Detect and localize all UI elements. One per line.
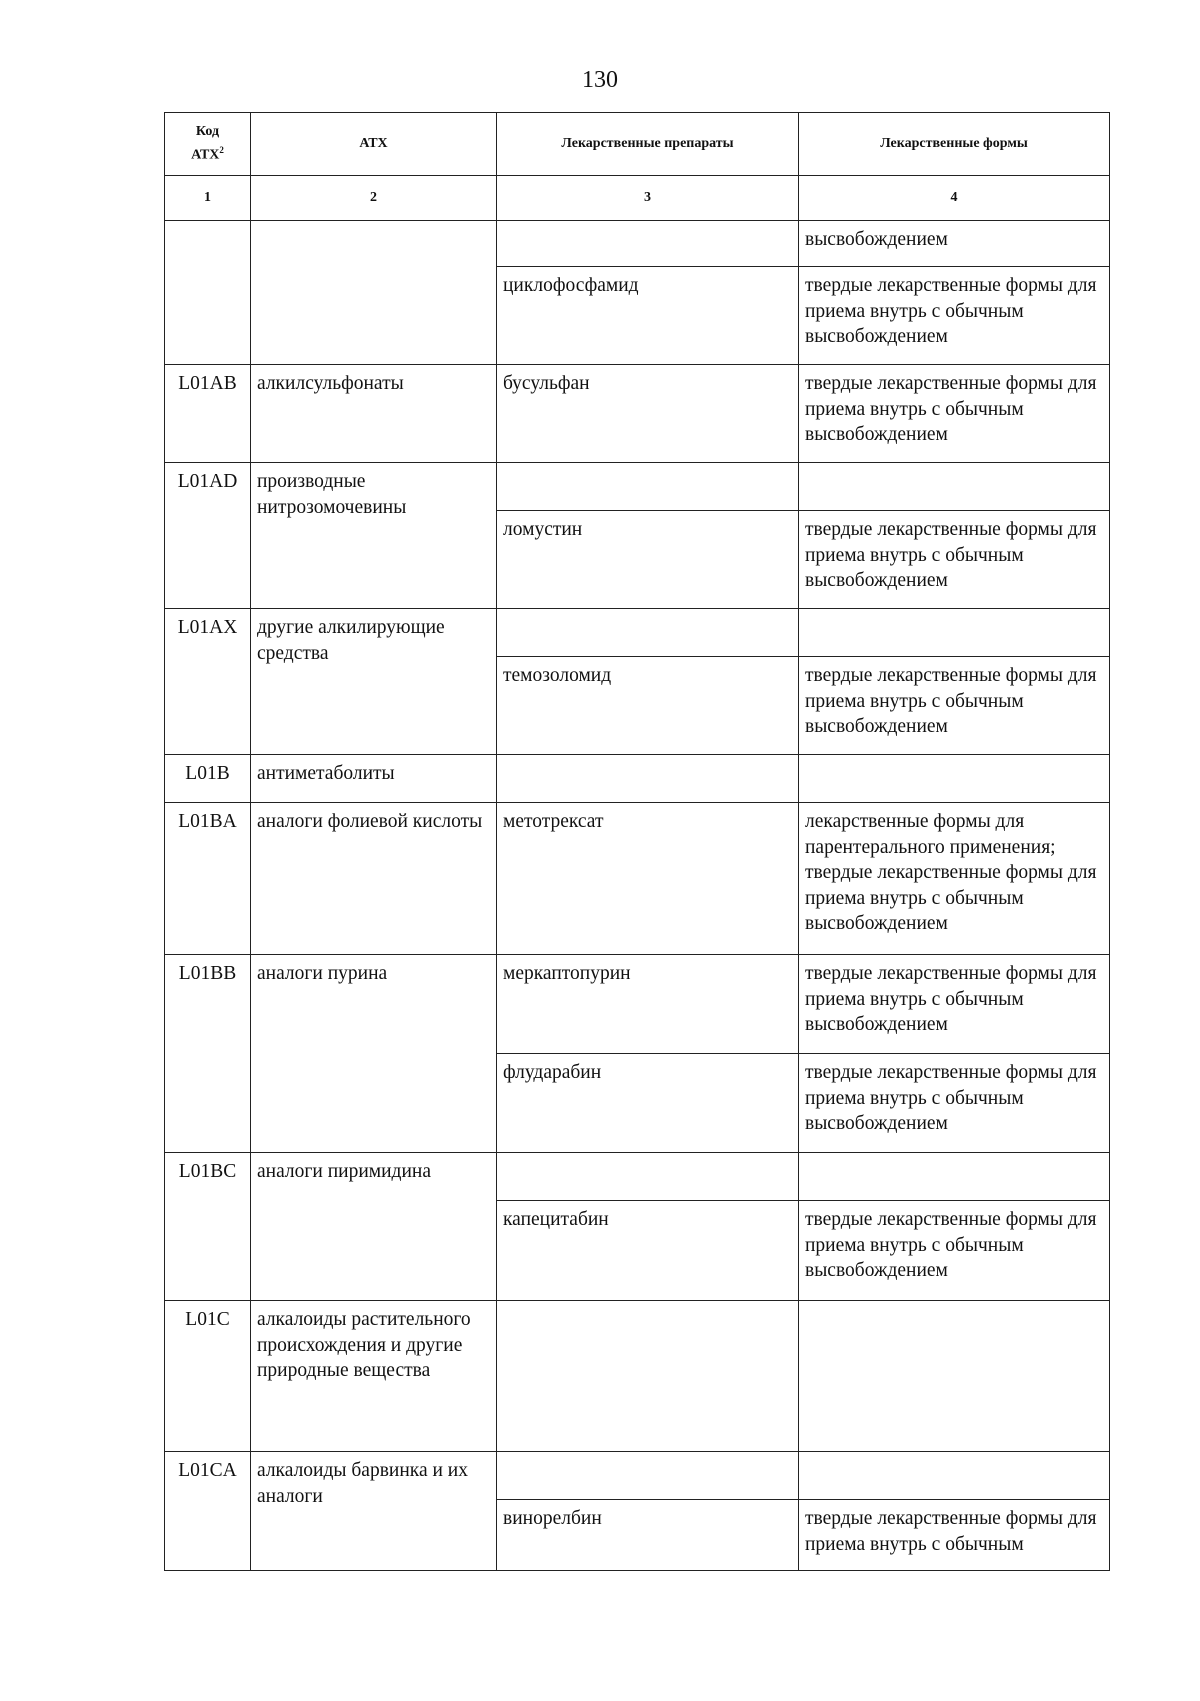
drug-cell: циклофосфамид [497,267,799,365]
drug-cell [497,463,799,511]
atx-name-cell: аналоги пурина [251,955,497,1153]
page-number: 130 [582,67,618,93]
atx-name-cell: аналоги пиримидина [251,1153,497,1301]
column-number: 1 [165,176,251,221]
atx-code-cell [165,221,251,365]
drug-cell: флударабин [497,1054,799,1153]
table-row [165,463,1110,511]
dosage-form-cell [799,755,1110,803]
dosage-form-cell: твердые лекарственные формы для приема внутрь с обычным высвобождением [799,1054,1110,1153]
dosage-form-cell [799,463,1110,511]
dosage-form-cell: твердые лекарственные формы для приема внутрь с обычным высвобождением [799,657,1110,755]
table-row [165,1452,1110,1500]
dosage-form-cell [799,1153,1110,1201]
dosage-form-cell: твердые лекарственные формы для приема внутрь с обычным [799,1500,1110,1571]
atx-code-cell: L01C [165,1301,251,1452]
table-row [165,755,1110,803]
dosage-form-cell [799,1301,1110,1452]
atx-code-cell: L01AB [165,365,251,463]
drug-cell: винорелбин [497,1500,799,1571]
drug-cell [497,1452,799,1500]
atx-code-cell: L01BB [165,955,251,1153]
column-number: 4 [799,176,1110,221]
dosage-form-cell: твердые лекарственные формы для приема внутрь с обычным высвобождением [799,1201,1110,1301]
drug-cell: бусульфан [497,365,799,463]
column-number-row [165,176,1110,221]
atx-name-cell: алкалоиды барвинка и их аналоги [251,1452,497,1571]
header-code: Код АТХ$^2$ [165,113,251,176]
drug-cell [497,609,799,657]
table-row [165,365,1110,463]
atx-code-cell: L01BC [165,1153,251,1301]
dosage-form-cell: твердые лекарственные формы для приема внутрь с обычным высвобождением [799,365,1110,463]
atx-drug-table [164,112,1110,1571]
drug-cell: метотрексат [497,803,799,955]
atx-name-cell: аналоги фолиевой кислоты [251,803,497,955]
drug-cell: темозоломид [497,657,799,755]
atx-code-cell: L01CA [165,1452,251,1571]
header-drugs: Лекарственные препараты [497,113,799,176]
drug-cell: ломустин [497,511,799,609]
table-row [165,609,1110,657]
atx-code-cell: L01BA [165,803,251,955]
table-row [165,955,1110,1054]
dosage-form-cell [799,1452,1110,1500]
dosage-form-cell: высвобождением [799,221,1110,267]
table-row [165,1153,1110,1201]
atx-code-cell: L01AX [165,609,251,755]
dosage-form-cell: твердые лекарственные формы для приема внутрь с обычным высвобождением [799,511,1110,609]
drug-cell [497,755,799,803]
atx-name-cell: другие алкилирующие средства [251,609,497,755]
atx-name-cell [251,221,497,365]
header-forms: Лекарственные формы [799,113,1110,176]
dosage-form-cell: лекарственные формы для парентерального применения; твердые лекарственные формы для приема внутрь с обычным высвобождением [799,803,1110,955]
drug-cell [497,221,799,267]
drug-cell: меркаптопурин [497,955,799,1054]
drug-cell [497,1301,799,1452]
atx-code-cell: L01AD [165,463,251,609]
dosage-form-cell: твердые лекарственные формы для приема внутрь с обычным высвобождением [799,267,1110,365]
column-number: 2 [251,176,497,221]
drug-cell [497,1153,799,1201]
table-row [165,803,1110,955]
table-header-row [165,113,1110,176]
drug-cell: капецитабин [497,1201,799,1301]
atx-name-cell: производные нитрозомочевины [251,463,497,609]
atx-name-cell: алкалоиды растительного происхождения и другие природные вещества [251,1301,497,1452]
atx-name-cell: алкилсульфонаты [251,365,497,463]
table-row [165,221,1110,267]
dosage-form-cell [799,609,1110,657]
table-row [165,1301,1110,1452]
atx-name-cell: антиметаболиты [251,755,497,803]
column-number: 3 [497,176,799,221]
header-atx: АТХ [251,113,497,176]
atx-code-cell: L01B [165,755,251,803]
dosage-form-cell: твердые лекарственные формы для приема внутрь с обычным высвобождением [799,955,1110,1054]
